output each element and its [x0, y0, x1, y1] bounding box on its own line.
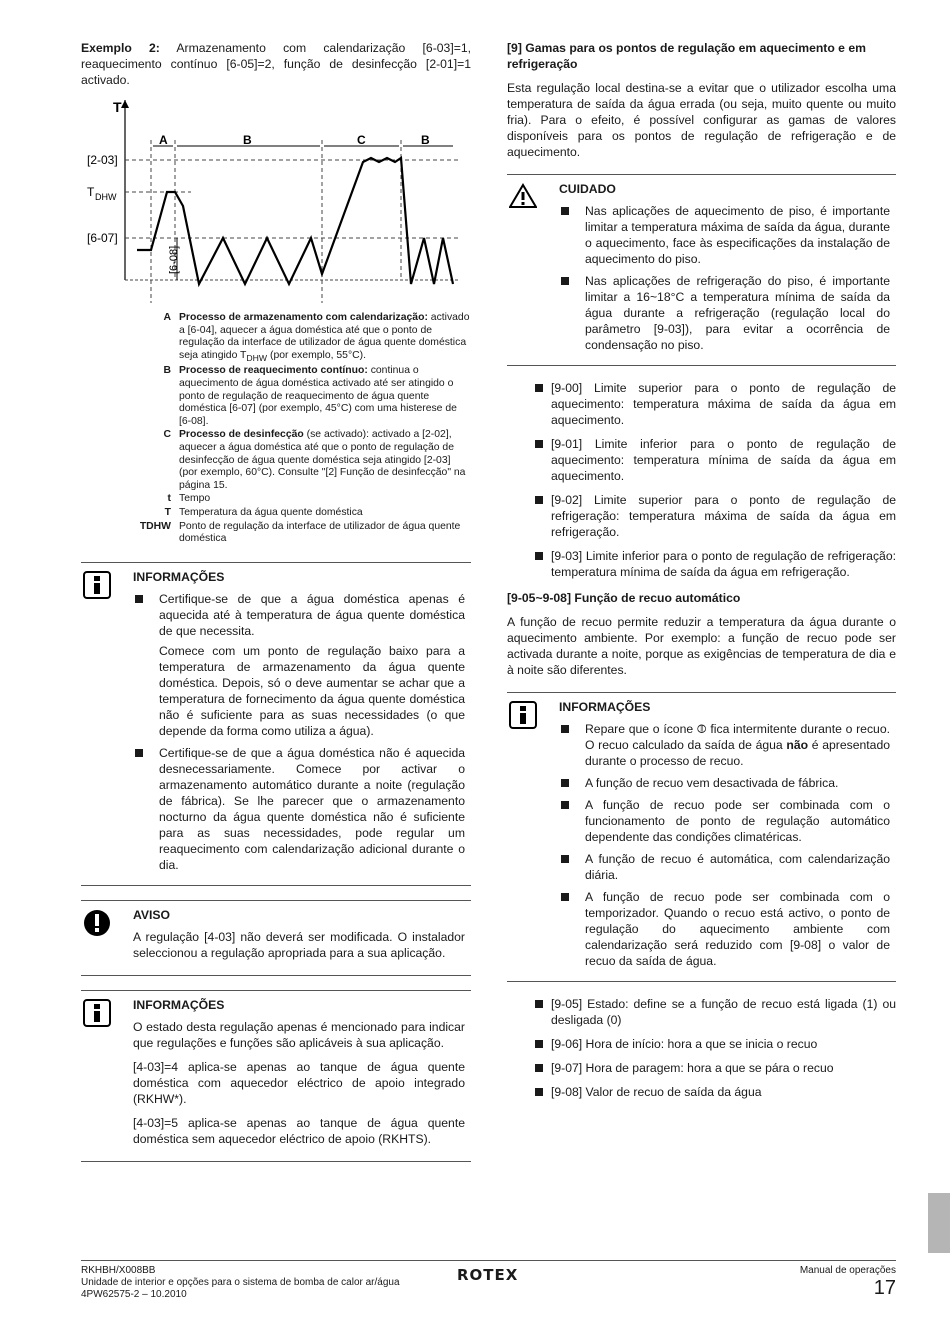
legend-row-a — [81, 312, 471, 364]
legend-title: Processo de armazenamento com calendarização: — [179, 312, 428, 323]
caution-title: CUIDADO — [559, 182, 616, 196]
info-icon — [509, 701, 537, 733]
right-column — [507, 40, 896, 1108]
legend-title: Processo de reaquecimento contínuo: — [179, 365, 368, 377]
section-9-item: [9-00] Limite superior para o ponto de regulação de aquecimento: temperatura máxima de saída da água em aquecimento. — [507, 380, 896, 428]
segment-b: B — [243, 133, 252, 147]
legend-desc: Ponto de regulação da interface de utilizador de água quente doméstica — [179, 520, 461, 545]
footer-desc: Unidade de interior e opções para o sistema de bomba de calor ar/água — [81, 1277, 400, 1288]
legend-row-b — [81, 365, 471, 428]
example-text: Armazenamento com calendarização [6-03]=1, reaquecimento contínuo [6-05]=2, função de desinfecção [2-01]=1 activado. — [81, 41, 471, 87]
section-905-intro: A função de recuo permite reduzir a temperatura da água durante o aquecimento ambiente. Por exemplo: a função de recuo pode ser activada durante a noite, porque as exigências de temperatura de dia e à noite são diferentes. — [507, 615, 896, 677]
info-bullet: Certifique-se de que a água doméstica não é aquecida desnecessariamente. Comece por activar o armazenamento automático durante a noite (regulação de fábrica). Se lhe parecer que o armazenamento nocturno da água quente doméstica não é suficiente para as suas necessidades, pode regular um reaquecimento com calendarização adicional durante o dia. — [133, 745, 465, 873]
left-column — [81, 40, 471, 1176]
warning-title: AVISO — [133, 907, 171, 922]
caution-bullet: Nas aplicações de refrigeração do piso, é importante limitar a 16~18°C a temperatura mínima de saída da água durante a refrigeração (regulação local do parâmetro [9-03]), para evitar a ocorrência de condensação no piso. — [559, 273, 890, 353]
section-9-item: [9-02] Limite superior para o ponto de regulação de refrigeração: temperatura máxima de saída da água em refrigeração. — [507, 492, 896, 540]
legend-sub: DHW — [246, 352, 268, 363]
info-bullet: A função de recuo vem desactivada de fábrica. — [559, 775, 890, 791]
legend-desc: Temperatura da água quente doméstica — [179, 506, 363, 518]
info-box-3 — [507, 692, 896, 982]
legend-tail: (por exemplo, 55°C). — [267, 349, 366, 361]
info-bullet-text: Certifique-se de que a água doméstica apenas é aquecida até à temperatura de água quente doméstica de que necessita. — [159, 591, 465, 638]
info-title: INFORMAÇÕES — [133, 569, 225, 584]
warning-icon — [83, 909, 111, 941]
info-paragraph: O estado desta regulação apenas é mencionado para indicar que regulações e funções são aplicáveis à sua aplicação. — [133, 1019, 465, 1050]
label-dhw: DHW — [95, 192, 117, 202]
footer-manual: Manual de operações — [799, 1265, 896, 1276]
section-9-title: [9] Gamas para os pontos de regulação em aquecimento e em refrigeração — [507, 41, 866, 71]
info-box-2 — [81, 990, 471, 1162]
footer-right — [800, 1265, 896, 1299]
info-bullet: A função de recuo é automática, com calendarização diária. — [559, 851, 890, 883]
dhw-diagram-svg — [81, 98, 471, 308]
footer-left — [81, 1265, 400, 1301]
setback-icon: ⦷ — [696, 722, 707, 736]
caution-bullet: Nas aplicações de aquecimento de piso, é importante limitar a temperatura máxima de saída da água, durante o aquecimento, face às especificações da instalação de aquecimento do piso. — [559, 203, 890, 267]
section-905-item: [9-05] Estado: define se a função de recuo está ligada (1) ou desligada (0) — [507, 996, 896, 1028]
info-box-1 — [81, 562, 471, 886]
info-text: Repare que o ícone — [585, 722, 697, 736]
legend-text — [179, 365, 471, 428]
legend-title: Processo de desinfecção — [179, 429, 304, 441]
legend-text — [179, 429, 471, 492]
legend-desc: activado a [6-04], aquecer a água doméstica até que o ponto de regulação da interface de utilizador de água quente doméstica seja atingido T — [179, 312, 470, 361]
y-axis-label: T — [113, 99, 122, 115]
legend-key: A — [163, 312, 171, 323]
info-icon — [83, 999, 111, 1031]
warning-box — [81, 900, 471, 976]
legend-text — [179, 312, 471, 364]
example-label: Exemplo 2: — [81, 41, 160, 55]
rotex-logo: ROTEX — [457, 1266, 519, 1284]
info-bullet — [559, 721, 890, 769]
footer-model: RKHBH/X008BB — [81, 1265, 156, 1276]
legend-row-T — [81, 507, 471, 520]
section-9-item: [9-01] Limite inferior para o ponto de regulação de aquecimento: temperatura mínima de saída da água em aquecimento. — [507, 436, 896, 484]
legend-key: t — [167, 493, 171, 505]
info-icon — [83, 571, 111, 603]
legend-row-c — [81, 429, 471, 492]
label-t: T — [87, 185, 95, 199]
legend-desc: continua o aquecimento de água doméstica activado até ser atingido o ponto de regulação de reaquecimento de água quente doméstica [6-07] (por exemplo, 45°C) com uma histerese de [6-08]. — [179, 365, 457, 427]
section-9-item: [9-03] Limite inferior para o ponto de regulação de refrigeração: temperatura mínima de saída da água em refrigeração. — [507, 548, 896, 580]
caution-icon — [509, 183, 537, 213]
caution-box — [507, 174, 896, 366]
section-905-item: [9-06] Hora de início: hora a que se inicia o recuo — [507, 1036, 896, 1052]
segment-c: C — [357, 133, 366, 147]
section-905-title: [9-05~9-08] Função de recuo automático — [507, 591, 741, 605]
page-footer — [81, 1260, 896, 1300]
info-bullet — [133, 591, 465, 739]
example-paragraph — [81, 40, 471, 88]
info-paragraph: [4-03]=4 aplica-se apenas ao tanque de água quente doméstica com aquecedor eléctrico de apoio integrado (RKHW*). — [133, 1059, 465, 1106]
footer-code: 4PW62575-2 – 10.2010 — [81, 1289, 187, 1300]
warning-text: A regulação [4-03] não deverá ser modificada. O instalador seleccionou a regulação apropriada para a sua aplicação. — [133, 929, 465, 960]
y-axis-arrow — [121, 100, 129, 108]
section-905-item: [9-07] Hora de paragem: hora a que se pára o recuo — [507, 1060, 896, 1076]
label-2-03: [2-03] — [87, 153, 118, 167]
diagram-legend — [81, 312, 471, 546]
section-9-intro: Esta regulação local destina-se a evitar que o utilizador escolha uma temperatura de saída da água errada (ou seja, muito quente ou muito fria). Para o efeito, é possível configurar as gamas de valores disponíveis para os pontos de regulação de refrigeração e de aquecimento. — [507, 81, 896, 159]
info-title: INFORMAÇÕES — [133, 997, 225, 1012]
info-text: é apresentado durante o processo de recuo. — [585, 738, 890, 768]
segment-b2: B — [421, 133, 430, 147]
label-6-07: [6-07] — [87, 231, 118, 245]
info-bullet-sub: Comece com um ponto de regulação baixo para a temperatura de armazenamento da água quente doméstica. Depois, só o deve aumentar se achar que a temperatura de fornecimento da água quente doméstica não é suficiente para as suas necessidades (o que depende da forma como utiliza a água). — [159, 643, 465, 738]
legend-key: T — [164, 506, 171, 518]
info-paragraph: [4-03]=5 aplica-se apenas ao tanque de água quente doméstica sem aquecedor eléctrico de apoio (RKHTS). — [133, 1115, 465, 1146]
legend-row-t — [81, 493, 471, 506]
temperature-curve — [137, 158, 453, 284]
info-bullet: A função de recuo pode ser combinada com o funcionamento de ponto de regulação automático dependente das condições climatéricas. — [559, 797, 890, 845]
segment-a: A — [159, 133, 168, 147]
info-text: fica intermitente durante o recuo. O recuo calculado da saída de água — [585, 722, 890, 752]
page-tab-marker — [928, 1193, 950, 1253]
info-bold: não — [786, 738, 809, 752]
legend-row-tdhw — [81, 521, 471, 546]
legend-key: TDHW — [139, 520, 171, 532]
legend-desc: (se activado): activado a [2-02], aquecer a água doméstica até que o ponto de regulação de desinfecção de água quente doméstica seja atingido [2-03] (por exemplo, 60°C). Consulte "[2] Função de desinfecção" na página 15. — [179, 429, 466, 491]
legend-key: C — [163, 429, 171, 441]
legend-desc: Tempo — [179, 493, 211, 505]
label-6-08: [6-08] — [168, 245, 180, 274]
info-title: INFORMAÇÕES — [559, 700, 651, 714]
legend-key: B — [163, 365, 171, 377]
dhw-diagram — [81, 98, 471, 308]
section-905-item: [9-08] Valor de recuo de saída da água — [507, 1084, 896, 1100]
info-bullet: A função de recuo pode ser combinada com o temporizador. Quando o recuo está activo, o ponto de regulação do aquecimento ambiente com calendarização será reduzido com [9-08] o valor de recuo da saída de água. — [559, 889, 890, 969]
page-number: 17 — [873, 1277, 896, 1299]
